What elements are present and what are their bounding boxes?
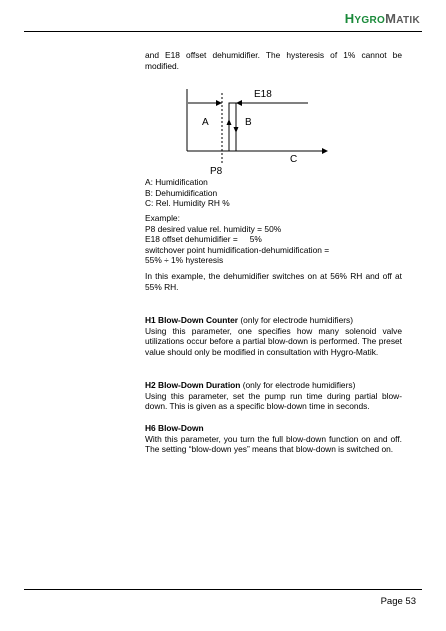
example-line: 55% ÷ 1% hysteresis bbox=[145, 255, 224, 266]
diagram-b-arrow bbox=[236, 100, 242, 106]
diagram-a-arrow bbox=[216, 100, 222, 106]
header-rule bbox=[24, 31, 422, 32]
logo-letter-h: H bbox=[344, 11, 355, 26]
example-block bbox=[145, 213, 402, 266]
example-line: P8 desired value rel. humidity = 50% bbox=[145, 223, 282, 234]
diagram-label-a: A bbox=[202, 117, 209, 128]
diagram-label-c: C bbox=[290, 154, 298, 165]
section-title: H2 Blow-Down Duration bbox=[145, 380, 241, 390]
section-heading bbox=[145, 380, 402, 391]
legend-item: B: Dehumidification bbox=[145, 187, 218, 198]
diagram-x-arrow bbox=[322, 148, 328, 154]
intro-text: and E18 offset dehumidifier. The hysteresis of 1% cannot be modified. bbox=[145, 50, 402, 71]
example-line bbox=[145, 234, 402, 245]
logo-letters-atik: ATIK bbox=[396, 15, 420, 26]
legend-item: C: Rel. Humidity RH % bbox=[145, 198, 230, 209]
hysteresis-diagram bbox=[150, 85, 350, 177]
logo-letter-m: M bbox=[385, 11, 397, 26]
diagram-label-p8: P8 bbox=[210, 166, 223, 177]
diagram-loop-up-arrow bbox=[227, 119, 232, 125]
section-heading bbox=[145, 423, 402, 434]
section-title: H6 Blow-Down bbox=[145, 423, 204, 433]
section-title: H1 Blow-Down Counter bbox=[145, 315, 239, 325]
section-h2 bbox=[145, 380, 402, 412]
legend-block bbox=[145, 177, 402, 209]
section-body: Using this parameter, one specifies how many solenoid valve utilizations occur before a partial blow-down is performed. The preset value should only be modified in consultation with Hygro-Matik. bbox=[145, 325, 402, 357]
legend-item: A: Humidification bbox=[145, 177, 208, 187]
section-body: With this parameter, you turn the full blow-down function on and off. The setting “blow-down yes” means that blow-down is switched on. bbox=[145, 433, 402, 455]
example-title: Example: bbox=[145, 213, 180, 223]
section-suffix: (only for electrode humidifiers) bbox=[238, 315, 354, 325]
hygromatik-logo bbox=[345, 11, 420, 26]
diagram-loop-down-arrow bbox=[234, 127, 239, 133]
diagram-label-e18: E18 bbox=[254, 89, 272, 100]
example-note bbox=[145, 271, 402, 292]
logo-letters-ygro: YGRO bbox=[354, 15, 386, 26]
section-suffix: (only for electrode humidifiers) bbox=[240, 380, 356, 390]
page-number: Page 53 bbox=[380, 596, 416, 607]
example-label: E18 offset dehumidifier = bbox=[145, 234, 238, 245]
footer-rule bbox=[24, 589, 422, 590]
example-line: switchover point humidification-dehumidification = bbox=[145, 244, 330, 255]
section-body: Using this parameter, set the pump run time during partial blow-down. This is given as a specific blow-down time in seconds. bbox=[145, 390, 402, 412]
example-note-text: In this example, the dehumidifier switches on at 56% RH and off at 55% RH. bbox=[145, 271, 402, 292]
section-h6 bbox=[145, 423, 402, 455]
section-heading bbox=[145, 315, 402, 326]
intro-paragraph bbox=[145, 50, 402, 71]
section-h1 bbox=[145, 315, 402, 357]
example-value: 5% bbox=[249, 234, 262, 245]
diagram-label-b: B bbox=[245, 117, 252, 128]
